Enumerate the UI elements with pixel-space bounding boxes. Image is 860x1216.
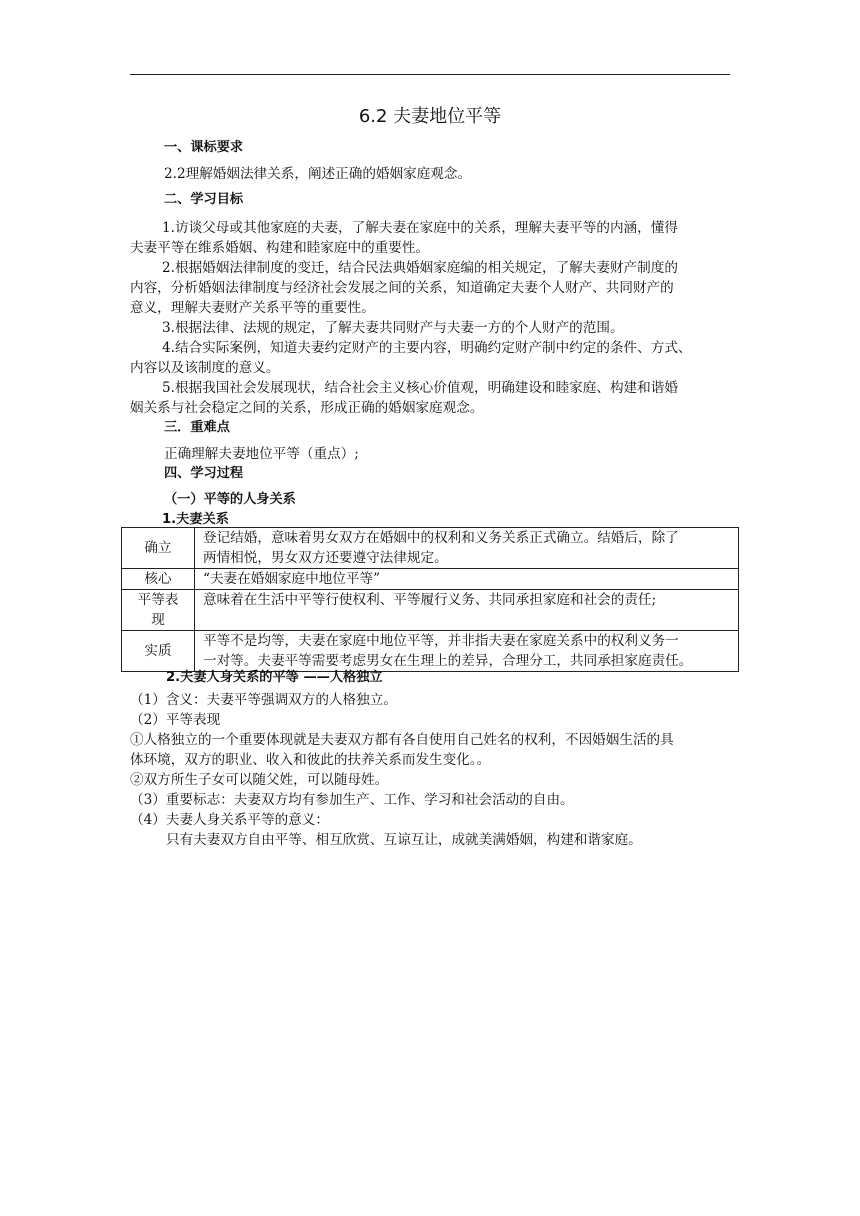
table-key: 实质 — [122, 631, 195, 672]
body-line: ①人格独立的一个重要体现就是夫妻双方都有各自使用自己姓名的权利，不因婚姻生活的具 — [130, 732, 674, 748]
relation-table — [121, 527, 739, 672]
goal-line: 内容，分析婚姻法律制度与经济社会发展之间的关系，知道确定夫妻个人财产、共同财产的 — [130, 280, 674, 296]
goal-line: 夫妻平等在维系婚姻、构建和睦家庭中的重要性。 — [130, 240, 430, 256]
table-row — [122, 569, 739, 590]
table-value — [195, 528, 739, 569]
goal-line: 1.访谈父母或其他家庭的夫妻，了解夫妻在家庭中的关系，理解夫妻平等的内涵，懂得 — [162, 220, 678, 236]
table-row — [122, 631, 739, 672]
table-value-line: 意味着在生活中平等行使权利、平等履行义务、共同承担家庭和社会的责任; — [203, 592, 657, 608]
table-value-line: 登记结婚，意味着男女双方在婚姻中的权利和义务关系正式确立。结婚后，除了 — [203, 530, 679, 546]
goal-line: 姻关系与社会稳定之间的关系，形成正确的婚姻家庭观念。 — [130, 400, 484, 416]
body-line: （2）平等表现 — [130, 712, 221, 728]
table-key — [122, 590, 195, 631]
body-line: （3）重要标志：夫妻双方均有参加生产、工作、学习和社会活动的自由。 — [130, 792, 574, 808]
page-title: 6.2 夫妻地位平等 — [358, 106, 502, 127]
goal-line: 2.根据婚姻法律制度的变迁，结合民法典婚姻家庭编的相关规定，了解夫妻财产制度的 — [162, 260, 678, 276]
body-line: （1）含义：夫妻平等强调双方的人格独立。 — [130, 692, 397, 708]
section-heading-goals: 二、学习目标 — [164, 192, 244, 207]
subsection-heading-relation: 1.夫妻关系 — [162, 512, 229, 527]
key-points-text: 正确理解夫妻地位平等（重点）; — [164, 446, 359, 462]
table-value-line: 平等不是均等，夫妻在家庭中地位平等，并非指夫妻在家庭关系中的权利义务一 — [203, 633, 679, 649]
section-heading-key-points: 三．重难点 — [164, 420, 230, 435]
standards-text: 2.2理解婚姻法律关系，阐述正确的婚姻家庭观念。 — [164, 166, 472, 182]
table-row — [122, 590, 739, 631]
table-value-line: 一对等。夫妻平等需要考虑男女在生理上的差异，合理分工，共同承担家庭责任。 — [203, 653, 693, 669]
body-line: （4）夫妻人身关系平等的意义： — [130, 812, 329, 828]
table-value — [195, 590, 739, 631]
table-key-line: 现 — [151, 612, 165, 628]
table-key-line: 平等表 — [137, 592, 179, 608]
table-key: 确立 — [122, 528, 195, 569]
table-value-line: 两情相悦，男女双方还要遵守法律规定。 — [203, 550, 448, 566]
table-key: 核心 — [122, 569, 195, 590]
section-heading-process: 四、学习过程 — [164, 466, 244, 481]
section-heading-standards: 一、课标要求 — [164, 140, 244, 155]
goal-line: 3.根据法律、法规的规定，了解夫妻共同财产与夫妻一方的个人财产的范围。 — [162, 320, 624, 336]
subsection-heading-personal: （一）平等的人身关系 — [164, 492, 296, 507]
goal-line: 4.结合实际案例，知道夫妻约定财产的主要内容，明确约定财产制中约定的条件、方式、 — [162, 340, 692, 356]
goal-line: 内容以及该制度的意义。 — [130, 360, 280, 376]
body-line: 体环境，双方的职业、收入和彼此的扶养关系而发生变化。。 — [130, 752, 491, 768]
table-value — [195, 569, 739, 590]
goal-line: 意义，理解夫妻财产关系平等的重要性。 — [130, 300, 375, 316]
table-row — [122, 528, 739, 569]
table-value-line: “夫妻在婚姻家庭中地位平等” — [203, 571, 381, 587]
table-value — [195, 631, 739, 672]
body-line: 只有夫妻双方自由平等、相互欣赏、互谅互让，成就美满婚姻，构建和谐家庭。 — [166, 832, 642, 848]
goal-line: 5.根据我国社会发展现状，结合社会主义核心价值观，明确建设和睦家庭、构建和谐婚 — [162, 380, 678, 396]
body-line: ②双方所生子女可以随父姓，可以随母姓。 — [130, 772, 389, 788]
header-rule — [130, 74, 730, 75]
subsection-heading-personality: 2.夫妻人身关系的平等 ——人格独立 — [166, 670, 383, 685]
